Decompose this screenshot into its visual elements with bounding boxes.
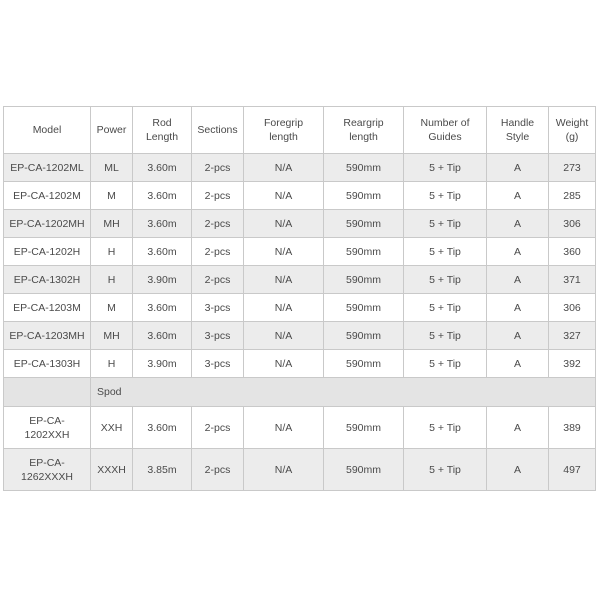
- cell-reargrip: 590mm: [324, 154, 404, 182]
- header-rod-length: Rod Length: [133, 107, 192, 154]
- cell-power: ML: [91, 154, 133, 182]
- cell-guides: 5 + Tip: [404, 350, 487, 378]
- header-row: [4, 107, 596, 154]
- cell-length: 3.60m: [133, 407, 192, 449]
- rod-spec-table: [3, 106, 596, 491]
- cell-handle: A: [487, 266, 549, 294]
- section-row-spod: [4, 378, 596, 407]
- table-row: [4, 322, 596, 350]
- cell-sections: 2-pcs: [192, 266, 244, 294]
- cell-guides: 5 + Tip: [404, 238, 487, 266]
- cell-reargrip: 590mm: [324, 449, 404, 491]
- header-weight: Weight (g): [549, 107, 596, 154]
- cell-reargrip: 590mm: [324, 407, 404, 449]
- cell-length: 3.60m: [133, 322, 192, 350]
- table-row: [4, 182, 596, 210]
- cell-guides: 5 + Tip: [404, 449, 487, 491]
- header-reargrip: Reargrip length: [324, 107, 404, 154]
- table-row: [4, 154, 596, 182]
- cell-length: 3.60m: [133, 294, 192, 322]
- header-sections: Sections: [192, 107, 244, 154]
- cell-length: 3.60m: [133, 238, 192, 266]
- cell-sections: 2-pcs: [192, 182, 244, 210]
- cell-model: EP-CA-1303H: [4, 350, 91, 378]
- cell-weight: 273: [549, 154, 596, 182]
- cell-sections: 3-pcs: [192, 350, 244, 378]
- cell-power: H: [91, 350, 133, 378]
- cell-handle: A: [487, 350, 549, 378]
- table-row: [4, 294, 596, 322]
- cell-foregrip: N/A: [244, 238, 324, 266]
- cell-length: 3.60m: [133, 210, 192, 238]
- cell-guides: 5 + Tip: [404, 407, 487, 449]
- table-row: [4, 266, 596, 294]
- cell-power: H: [91, 238, 133, 266]
- cell-weight: 389: [549, 407, 596, 449]
- cell-reargrip: 590mm: [324, 294, 404, 322]
- header-power: Power: [91, 107, 133, 154]
- cell-foregrip: N/A: [244, 322, 324, 350]
- cell-handle: A: [487, 322, 549, 350]
- cell-guides: 5 + Tip: [404, 322, 487, 350]
- section-label: Spod: [91, 378, 596, 407]
- cell-sections: 3-pcs: [192, 294, 244, 322]
- cell-weight: 327: [549, 322, 596, 350]
- header-model: Model: [4, 107, 91, 154]
- cell-handle: A: [487, 238, 549, 266]
- cell-power: H: [91, 266, 133, 294]
- cell-handle: A: [487, 294, 549, 322]
- cell-length: 3.60m: [133, 154, 192, 182]
- header-foregrip: Foregrip length: [244, 107, 324, 154]
- cell-model: EP-CA-1202H: [4, 238, 91, 266]
- cell-foregrip: N/A: [244, 350, 324, 378]
- cell-handle: A: [487, 449, 549, 491]
- cell-guides: 5 + Tip: [404, 182, 487, 210]
- cell-foregrip: N/A: [244, 294, 324, 322]
- cell-sections: 2-pcs: [192, 407, 244, 449]
- cell-weight: 306: [549, 210, 596, 238]
- cell-weight: 371: [549, 266, 596, 294]
- cell-model: EP-CA- 1262XXXH: [4, 449, 91, 491]
- cell-power: XXH: [91, 407, 133, 449]
- table-row: [4, 210, 596, 238]
- cell-length: 3.85m: [133, 449, 192, 491]
- cell-model: EP-CA-1202ML: [4, 154, 91, 182]
- table-row: [4, 449, 596, 491]
- cell-guides: 5 + Tip: [404, 294, 487, 322]
- cell-foregrip: N/A: [244, 407, 324, 449]
- table-row: [4, 407, 596, 449]
- cell-model: EP-CA-1302H: [4, 266, 91, 294]
- cell-foregrip: N/A: [244, 266, 324, 294]
- cell-handle: A: [487, 210, 549, 238]
- cell-weight: 392: [549, 350, 596, 378]
- cell-foregrip: N/A: [244, 210, 324, 238]
- cell-foregrip: N/A: [244, 182, 324, 210]
- cell-guides: 5 + Tip: [404, 266, 487, 294]
- cell-foregrip: N/A: [244, 154, 324, 182]
- cell-length: 3.90m: [133, 266, 192, 294]
- cell-handle: A: [487, 407, 549, 449]
- cell-reargrip: 590mm: [324, 266, 404, 294]
- cell-reargrip: 590mm: [324, 350, 404, 378]
- cell-sections: 2-pcs: [192, 210, 244, 238]
- cell-model: EP-CA-1202M: [4, 182, 91, 210]
- cell-weight: 497: [549, 449, 596, 491]
- table-row: [4, 350, 596, 378]
- cell-reargrip: 590mm: [324, 322, 404, 350]
- cell-sections: 2-pcs: [192, 238, 244, 266]
- cell-foregrip: N/A: [244, 449, 324, 491]
- cell-reargrip: 590mm: [324, 182, 404, 210]
- cell-model: EP-CA-1202MH: [4, 210, 91, 238]
- cell-power: MH: [91, 322, 133, 350]
- cell-model: EP-CA- 1202XXH: [4, 407, 91, 449]
- header-guides: Number of Guides: [404, 107, 487, 154]
- cell-power: XXXH: [91, 449, 133, 491]
- cell-power: MH: [91, 210, 133, 238]
- cell-power: M: [91, 182, 133, 210]
- cell-handle: A: [487, 154, 549, 182]
- cell-reargrip: 590mm: [324, 210, 404, 238]
- cell-model: EP-CA-1203M: [4, 294, 91, 322]
- header-handle-style: Handle Style: [487, 107, 549, 154]
- cell-sections: 2-pcs: [192, 154, 244, 182]
- cell-guides: 5 + Tip: [404, 154, 487, 182]
- cell-length: 3.90m: [133, 350, 192, 378]
- section-spacer: [4, 378, 91, 407]
- cell-model: EP-CA-1203MH: [4, 322, 91, 350]
- cell-guides: 5 + Tip: [404, 210, 487, 238]
- cell-power: M: [91, 294, 133, 322]
- cell-sections: 2-pcs: [192, 449, 244, 491]
- table-row: [4, 238, 596, 266]
- cell-handle: A: [487, 182, 549, 210]
- cell-weight: 306: [549, 294, 596, 322]
- cell-length: 3.60m: [133, 182, 192, 210]
- spec-table-container: [3, 106, 595, 491]
- cell-sections: 3-pcs: [192, 322, 244, 350]
- cell-weight: 285: [549, 182, 596, 210]
- cell-weight: 360: [549, 238, 596, 266]
- cell-reargrip: 590mm: [324, 238, 404, 266]
